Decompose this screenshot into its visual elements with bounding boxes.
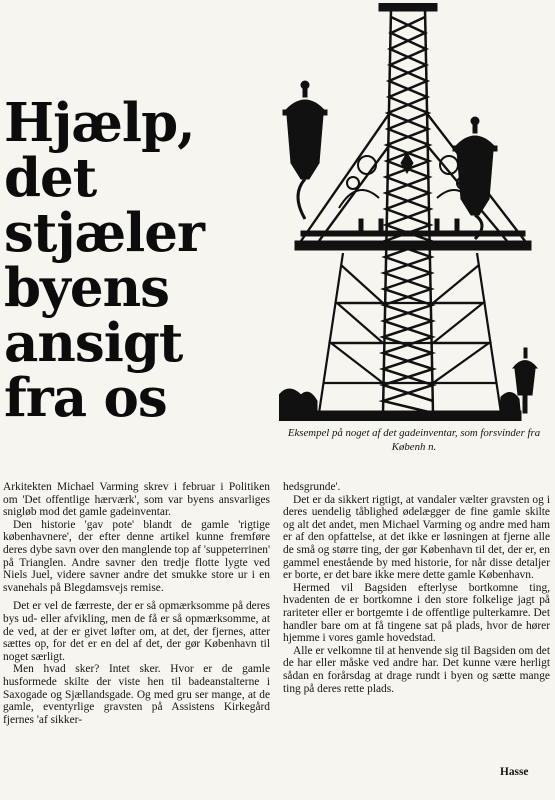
paragraph: Men hvad sker? Intet sker. Hvor er de gamle husformede skilte der viste hen til badeanstalterne i Saxogade og Sjællandsgade. Og med gru ser mange, at de gamle, eventyrlige gravsten på Assistens Kirkegård fjernes 'af sikker-: [3, 663, 270, 726]
paragraph: Hermed vil Bagsiden efterlyse bortkomne ting, hvadenten de er bortkomne i den store folkelige jagt på rariteter eller er bortgemte i de offentlige pulterkamre. Det handler bare om at få tingene sat på plads, hvor de hører hjemme i vores gamle hovedstad.: [283, 581, 550, 645]
paragraph: Den historie 'gav pote' blandt de gamle 'rigtige københavnere', der efter denne artikel kunne fremføre deres dybe savn over den manglende top af 'suppeterrinen' på Trianglen. Andre savner den tredje flotte lygte ved Niels Juel, videre savner andre det smukke store ur i en svanehals på Blegdamsvejs remise.: [3, 518, 270, 594]
article-column-right: [283, 481, 550, 695]
paragraph: Det er da sikkert rigtigt, at vandaler vælter gravsten og i deres uendelig tåblighed ødelægger de fine gamle skilte og alt det andet, men Michael Varming og andre med ham er af den opfattelse, at det ikke er løsningen at fjerne alle de små og større ting, der gør København til det, der er, en gammel enestående by med historie, for når disse detaljer er borte, er det bare ikke mere dette gamle København.: [283, 493, 550, 582]
headline-line: stjæler: [4, 202, 204, 264]
paragraph: Arkitekten Michael Varming skrev i februar i Politiken om 'Det offentlige hærværk', som var byens ansvarliges snigløb mod det gamle gadeinventar.: [3, 481, 270, 519]
article-headline: [4, 92, 272, 429]
headline-line: Hjælp,: [4, 92, 195, 154]
lamp-post-illustration: [279, 3, 547, 421]
photo-caption: Eksempel på noget af det gadeinventar, som forsvinder fra Københ n.: [287, 427, 541, 453]
headline-line: fra os: [4, 367, 167, 429]
article-column-left: [3, 481, 270, 726]
headline-line: ansigt: [4, 312, 183, 374]
paragraph: hedsgrunde'.: [283, 481, 341, 493]
headline-line: det: [4, 147, 97, 209]
paragraph: Alle er velkomne til at henvende sig til Bagsiden om det de har eller måske ved andre har. Det kunne være herligt sådan en forårsdag at drage rundt i byen og sætte mange ting på deres rette plads.: [283, 644, 550, 695]
author-signature: Hasse: [500, 766, 529, 778]
street-lamp-photo: [279, 3, 547, 421]
headline-line: byens: [4, 257, 169, 319]
paragraph: Det er vel de færreste, der er så opmærksomme på deres bys ud- eller afvikling, men de få er så opmærksomme, at de ved, at der er givet løfter om, at det, der fjernes, atter sættes op, for det er en del af det, der gør København til noget særligt.: [3, 600, 270, 663]
